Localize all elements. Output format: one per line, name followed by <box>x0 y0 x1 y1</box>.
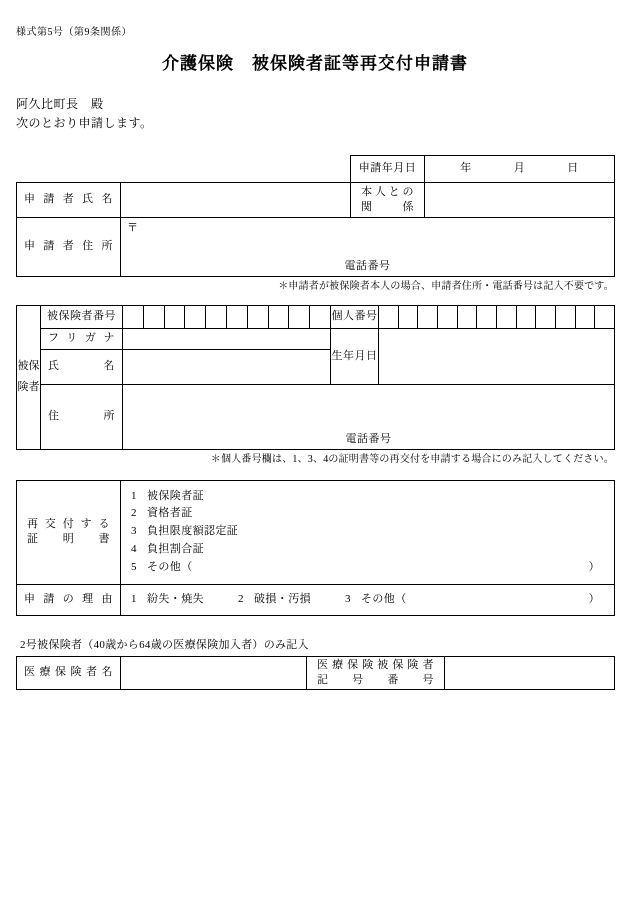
insured-symbol-field[interactable] <box>445 656 615 689</box>
certificate-table <box>16 480 615 616</box>
relationship-field[interactable] <box>425 182 615 217</box>
digit-box[interactable] <box>497 306 517 328</box>
individual-number-boxes[interactable] <box>379 305 615 328</box>
reason-paren-close: ） <box>588 593 600 606</box>
insured-table <box>16 305 615 450</box>
digit-box[interactable] <box>289 306 310 328</box>
applicant-name-label: 申請者氏名 <box>17 182 121 217</box>
insured-symbol-label-line1: 医療保険被保険者 <box>317 658 434 671</box>
application-date-field[interactable] <box>425 155 615 182</box>
insured-note: ＊個人番号欄は、1、3、4の証明書等の再交付を申請する場合にのみ記入してください。 <box>210 453 614 465</box>
digit-box[interactable] <box>576 306 596 328</box>
option-label: その他（ <box>147 560 193 573</box>
insured-address-label: 住 所 <box>41 384 123 449</box>
certificate-option-4[interactable] <box>131 541 614 559</box>
option-label: 資格者証 <box>147 507 193 520</box>
certificate-label-line2: 証 明 書 <box>27 533 110 546</box>
digit-box[interactable] <box>206 306 227 328</box>
insured-number-label: 被保険者番号 <box>41 305 123 328</box>
option-number: 2 <box>131 507 137 520</box>
reason-number: 3 <box>345 593 351 606</box>
digit-box[interactable] <box>165 306 186 328</box>
applicant-blank-cell-1 <box>17 155 121 182</box>
digit-box[interactable] <box>458 306 478 328</box>
insured-name-field[interactable] <box>123 349 331 384</box>
option-paren-close: ） <box>588 560 600 573</box>
applicant-table <box>16 155 615 277</box>
furigana-label: フリガナ <box>41 328 123 349</box>
applicant-phone-label: 電話番号 <box>344 259 391 272</box>
reason-label-2[interactable]: 破損・汚損 <box>254 593 311 606</box>
insured-name-label: 氏 名 <box>41 349 123 384</box>
insured-vertical-label <box>17 305 41 449</box>
insured-number-boxes[interactable] <box>123 305 331 328</box>
certificate-options <box>121 480 615 584</box>
insurer-name-field[interactable] <box>121 656 307 689</box>
furigana-field[interactable] <box>123 328 331 349</box>
postal-code-mark: 〒 <box>127 221 138 234</box>
insured-vertical-label-text: 被保険者 <box>17 359 40 394</box>
reason-number: 2 <box>238 593 244 606</box>
insured-symbol-label <box>307 656 445 689</box>
applicant-note: ＊申請者が被保険者本人の場合、申請者住所・電話番号は記入不要です。 <box>278 280 614 292</box>
date-day-label: 日 <box>567 162 579 175</box>
birthdate-field[interactable] <box>379 328 615 384</box>
reason-label-3[interactable]: その他（ <box>361 593 407 606</box>
table-row <box>17 182 615 217</box>
digit-box[interactable] <box>123 306 144 328</box>
option-label: 負担割合証 <box>147 543 204 556</box>
digit-box[interactable] <box>536 306 556 328</box>
digit-box[interactable] <box>399 306 419 328</box>
applicant-address-field[interactable] <box>121 217 615 276</box>
insured-phone-label: 電話番号 <box>345 432 392 445</box>
insured-address-field[interactable] <box>123 384 615 449</box>
digit-box[interactable] <box>477 306 497 328</box>
reason-options <box>121 584 615 615</box>
table-row <box>17 155 615 182</box>
certificate-option-2[interactable] <box>131 505 614 523</box>
table-row <box>17 584 615 615</box>
relationship-label <box>351 182 425 217</box>
medical-insurance-table <box>16 656 615 690</box>
lead-text: 次のとおり申請します。 <box>16 115 153 130</box>
digit-box[interactable] <box>595 306 614 328</box>
option-number: 4 <box>131 543 137 556</box>
table-row <box>17 217 615 276</box>
certificate-label-line1: 再交付する <box>27 518 110 531</box>
certificate-label <box>17 480 121 584</box>
reason-number: 1 <box>131 593 137 606</box>
birthdate-label: 生年月日 <box>331 328 379 384</box>
option-number: 5 <box>131 560 137 573</box>
page-title: 介護保険 被保険者証等再交付申請書 <box>162 54 468 73</box>
digit-box[interactable] <box>517 306 537 328</box>
digit-box[interactable] <box>379 306 399 328</box>
digit-box[interactable] <box>227 306 248 328</box>
table-row <box>17 384 615 449</box>
relationship-label-line1: 本人との <box>361 185 414 198</box>
medical-section-title: 2号被保険者（40歳から64歳の医療保険加入者）のみ記入 <box>20 638 309 651</box>
date-month-label: 月 <box>513 162 526 175</box>
certificate-option-5[interactable] <box>131 559 614 577</box>
certificate-option-3[interactable] <box>131 523 614 541</box>
digit-box[interactable] <box>310 306 330 328</box>
option-number: 3 <box>131 525 137 538</box>
insured-symbol-label-line2: 記 号 番 号 <box>317 673 434 686</box>
individual-number-label: 個人番号 <box>331 305 379 328</box>
table-row <box>17 656 615 689</box>
applicant-address-label: 申請者住所 <box>17 217 121 276</box>
option-number: 1 <box>131 489 137 502</box>
digit-box[interactable] <box>185 306 206 328</box>
applicant-name-field[interactable] <box>121 182 351 217</box>
digit-box[interactable] <box>144 306 165 328</box>
digit-box[interactable] <box>556 306 576 328</box>
table-row <box>17 480 615 584</box>
form-number: 様式第5号（第9条関係） <box>16 27 132 38</box>
relationship-label-line2: 関 係 <box>361 200 414 213</box>
digit-box[interactable] <box>248 306 269 328</box>
application-date-label: 申請年月日 <box>351 155 425 182</box>
table-row <box>17 328 615 349</box>
digit-box[interactable] <box>438 306 458 328</box>
digit-box[interactable] <box>269 306 290 328</box>
date-year-label: 年 <box>460 162 472 175</box>
table-row <box>17 305 615 328</box>
reason-label: 申請の理由 <box>17 584 121 615</box>
digit-box[interactable] <box>418 306 438 328</box>
reason-label-1[interactable]: 紛失・焼失 <box>147 593 204 606</box>
certificate-option-1[interactable] <box>131 488 614 506</box>
insurer-name-label: 医療保険者名 <box>17 656 121 689</box>
option-label: 負担限度額認定証 <box>147 525 239 538</box>
applicant-blank-cell-2 <box>121 155 351 182</box>
option-label: 被保険者証 <box>147 489 204 502</box>
addressee: 阿久比町長 殿 <box>16 97 104 112</box>
